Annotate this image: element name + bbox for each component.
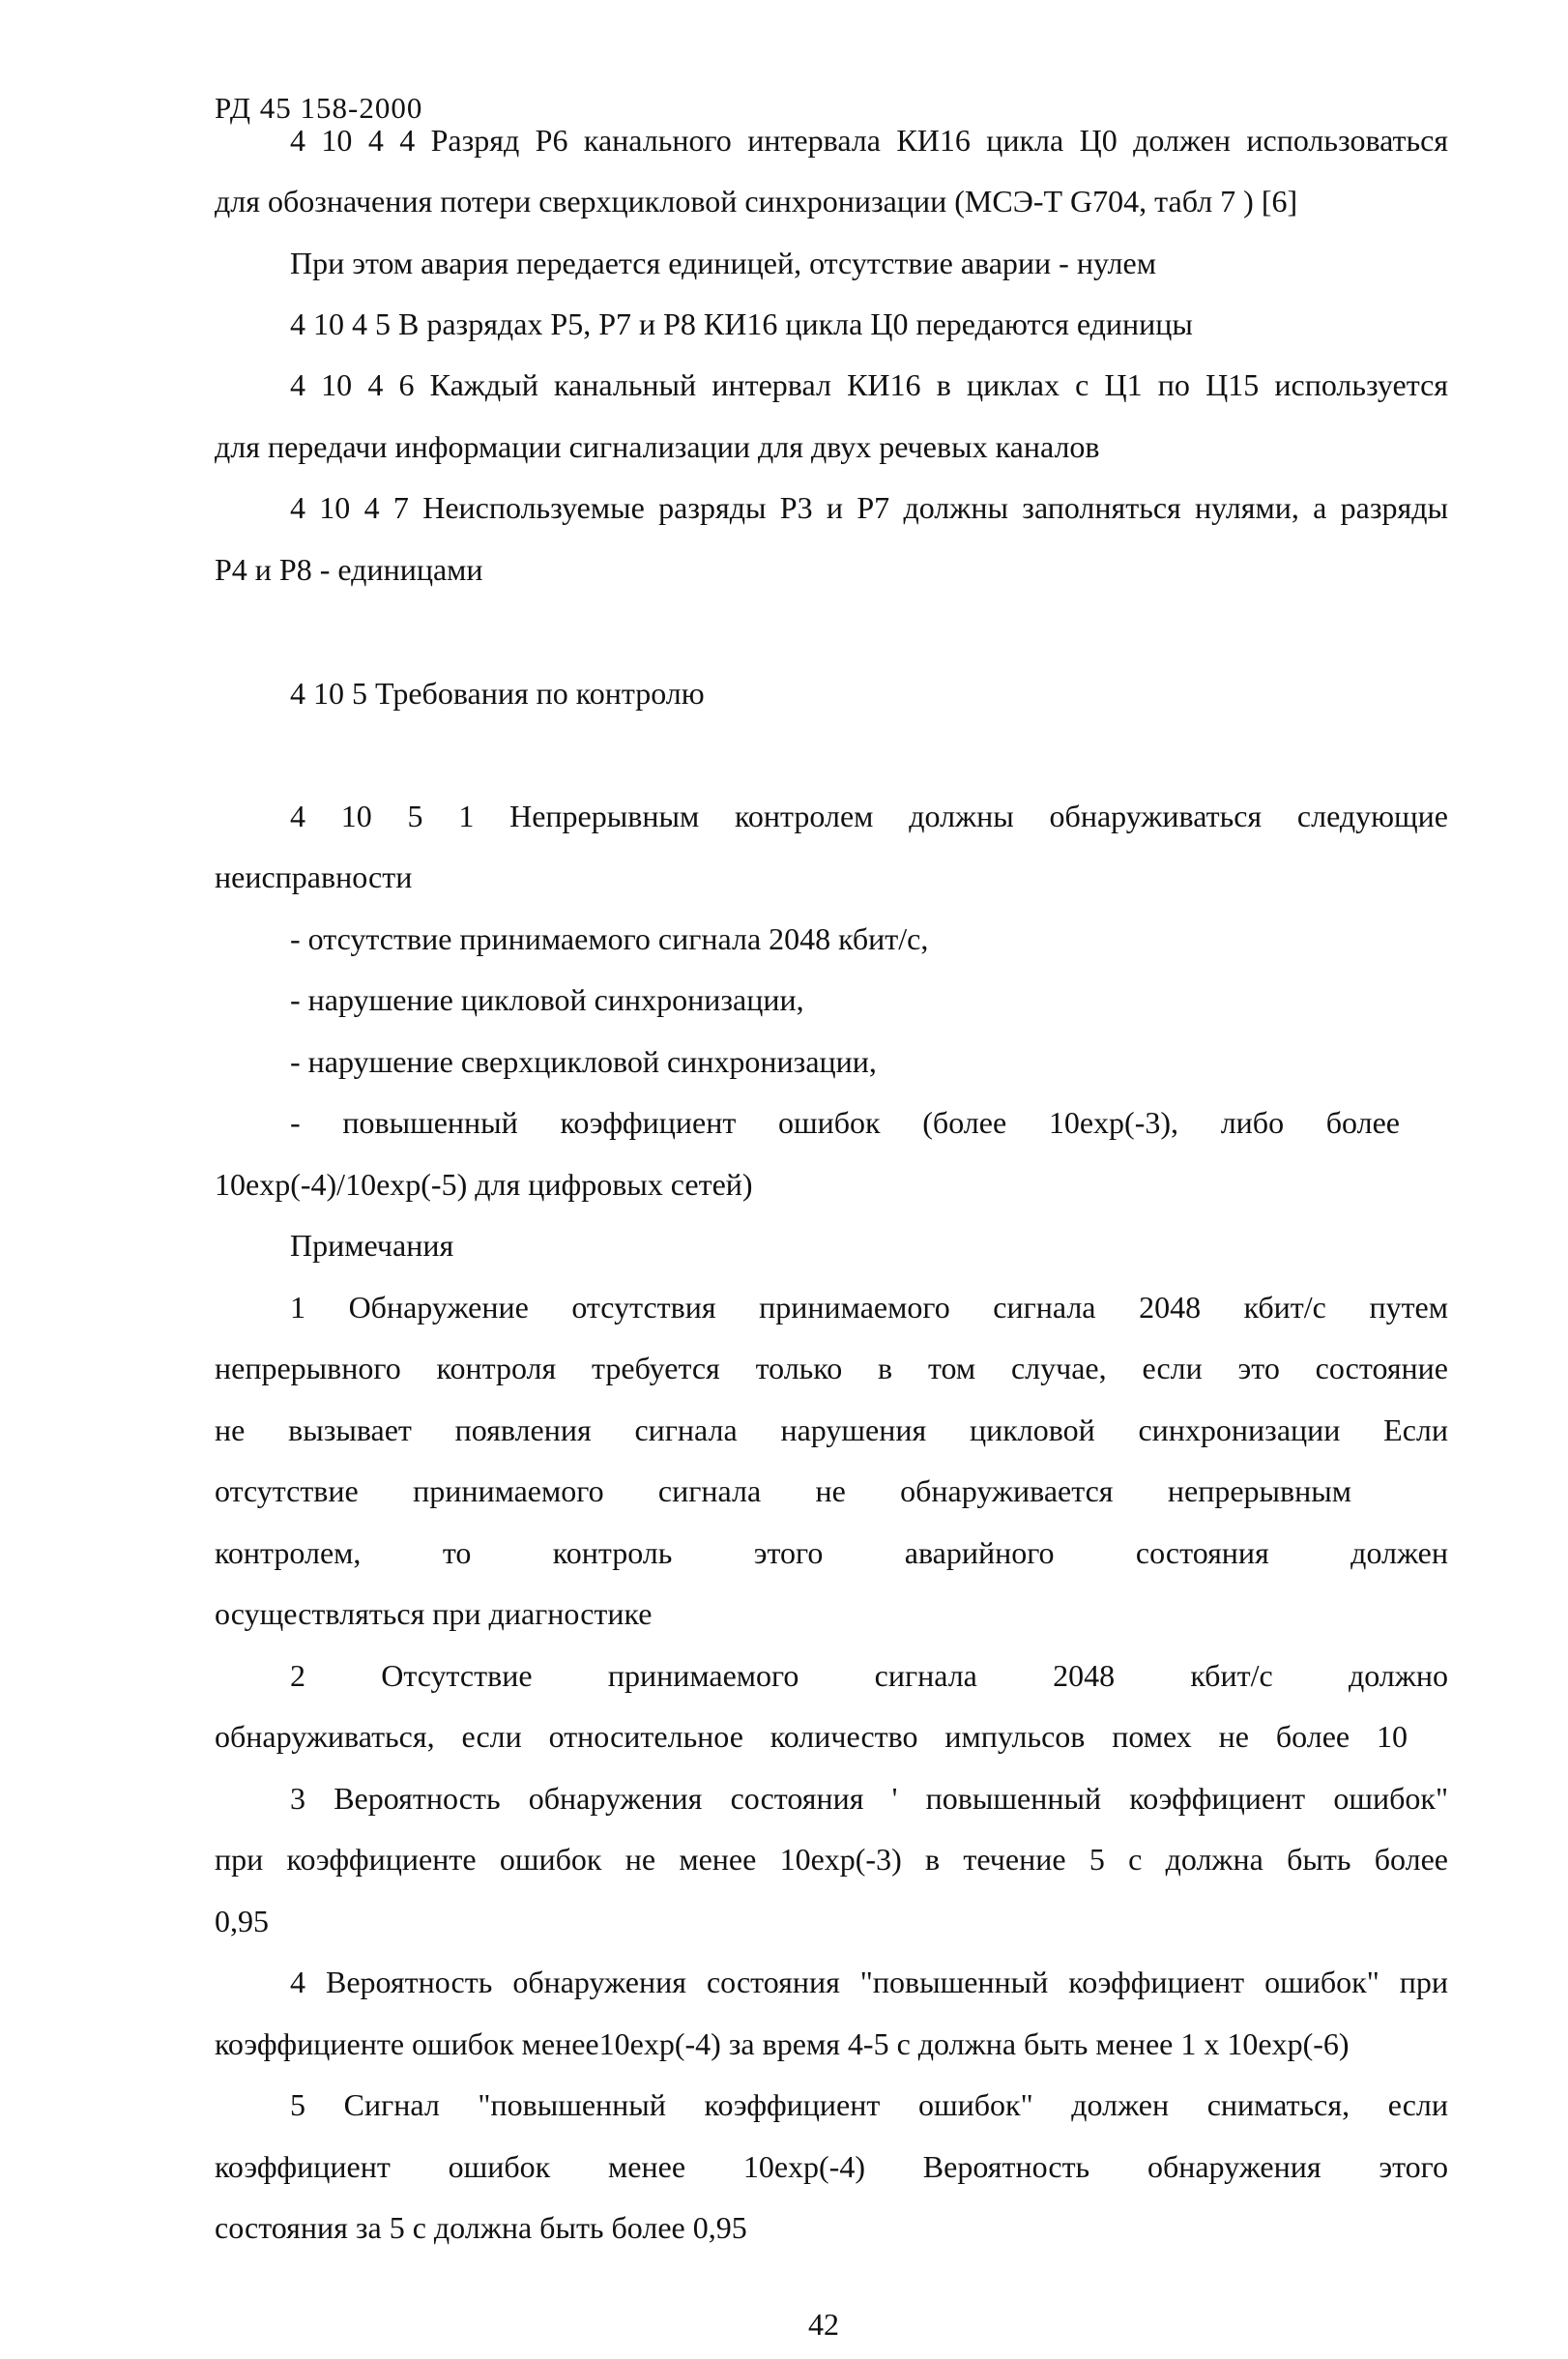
note-5-line-3: состояния за 5 с должна быть более 0,95 [215,2210,747,2245]
clause-4-10-4-4-line-1: 4 10 4 4 Разряд Р6 канального интервала КИ16 цикла Ц0 должен использоваться [290,123,1448,158]
clause-4-10-4-5: 4 10 4 5 В разрядах Р5, Р7 и Р8 КИ16 цикла Ц0 передаются единицы [290,306,1193,341]
clause-4-10-5-1-line-2: неисправности [215,859,413,894]
fault-list-item-4-line-1: - повышенный коэффициент ошибок (более 10exp(-3), либо более [290,1105,1400,1140]
note-1-line-5: контролем, то контроль этого аварийного состояния должен [215,1535,1448,1570]
clause-4-10-4-6-line-2: для передачи информации сигнализации для двух речевых каналов [215,429,1100,464]
fault-list-item-1: - отсутствие принимаемого сигнала 2048 кбит/с, [290,921,929,956]
note-1-line-3: не вызывает появления сигнала нарушения цикловой синхронизации Если [215,1412,1448,1447]
note-3-line-3: 0,95 [215,1904,269,1938]
note-5-line-1: 5 Сигнал "повышенный коэффициент ошибок" должен сниматься, если [290,2087,1448,2122]
clause-4-10-4-4-line-2: для обозначения потери сверхцикловой синхронизации (МСЭ-Т G704, табл 7 ) [6] [215,184,1298,218]
clause-4-10-4-7-line-1: 4 10 4 7 Неиспользуемые разряды Р3 и Р7 должны заполняться нулями, а разряды [290,490,1448,525]
note-1-line-4: отсутствие принимаемого сигнала не обнаруживается непрерывным [215,1473,1351,1508]
alarm-transmission-text: При этом авария передается единицей, отсутствие аварии - нулем [290,246,1156,280]
clause-4-10-4-6-line-1: 4 10 4 6 Каждый канальный интервал КИ16 в циклах с Ц1 по Ц15 используется [290,367,1448,402]
note-3-line-2: при коэффициенте ошибок не менее 10exp(-3) в течение 5 с должна быть более [215,1842,1448,1877]
note-5-line-2: коэффициент ошибок менее 10exp(-4) Вероятность обнаружения этого [215,2149,1448,2184]
note-2-line-2: обнаруживаться, если относительное количество импульсов помех не более 10 [215,1719,1408,1754]
note-4-line-1: 4 Вероятность обнаружения состояния "повышенный коэффициент ошибок" при [290,1965,1448,1999]
note-1-line-6: осуществляться при диагностике [215,1596,653,1631]
note-1-line-1: 1 Обнаружение отсутствия принимаемого сигнала 2048 кбит/с путем [290,1290,1448,1325]
section-heading-4-10-5: 4 10 5 Требования по контролю [290,676,705,711]
document-code-header: РД 45 158-2000 [215,91,423,125]
note-2-line-1: 2 Отсутствие принимаемого сигнала 2048 кбит/с должно [290,1658,1448,1693]
clause-4-10-4-7-line-2: Р4 и Р8 - единицами [215,552,483,587]
notes-heading: Примечания [290,1228,454,1263]
clause-4-10-5-1-line-1: 4 10 5 1 Непрерывным контролем должны обнаруживаться следующие [290,799,1448,833]
fault-list-item-4-line-2: 10exp(-4)/10exp(-5) для цифровых сетей) [215,1167,753,1202]
note-3-line-1: 3 Вероятность обнаружения состояния ' повышенный коэффициент ошибок" [290,1781,1448,1816]
note-4-line-2: коэффициенте ошибок менее10exp(-4) за время 4-5 с должна быть менее 1 х 10exp(-6) [215,2026,1350,2061]
fault-list-item-3: - нарушение сверхцикловой синхронизации, [290,1044,877,1079]
page-number: 42 [808,2307,839,2342]
note-1-line-2: непрерывного контроля требуется только в том случае, если это состояние [215,1351,1448,1385]
fault-list-item-2: - нарушение цикловой синхронизации, [290,982,804,1017]
